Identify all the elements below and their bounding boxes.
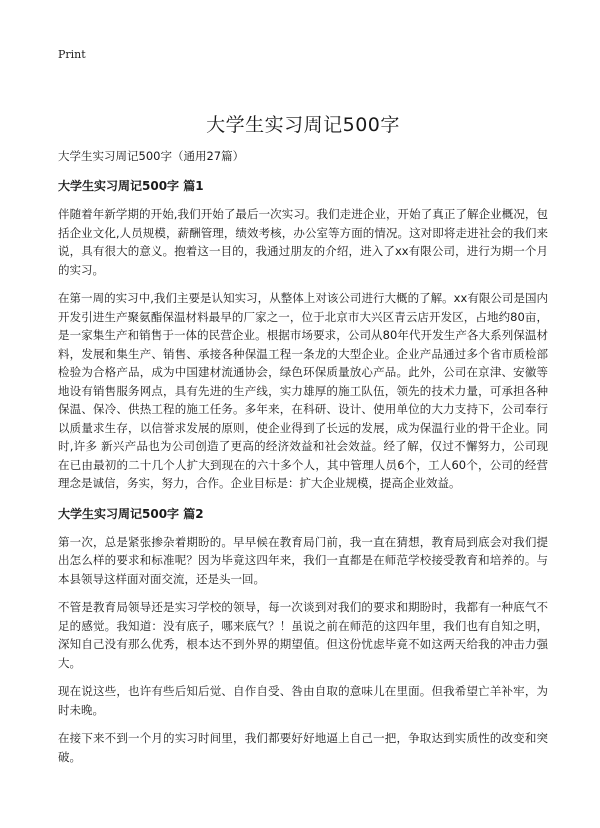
page-title: 大学生实习周记500字 [206, 114, 400, 136]
paragraph: 现在说这些，也许有些后知后觉、自作自受、咎由自取的意味儿在里面。但我希望亡羊补牢，为时未晚。 [58, 684, 548, 717]
paragraph: 在接下来不到一个月的实习时间里，我们都要好好地逼上自己一把，争取达到实质性的改变和突破。 [58, 731, 548, 764]
document-subtitle: 大学生实习周记500字（通用27篇） [58, 149, 245, 163]
section-heading: 大学生实习周记500字 篇1 [58, 179, 204, 193]
print-link[interactable]: Print [58, 48, 86, 61]
section-1 [58, 177, 548, 493]
section-2 [58, 505, 548, 767]
section-heading: 大学生实习周记500字 篇2 [58, 506, 204, 521]
paragraph: 伴随着年新学期的开始,我们开始了最后一次实习。我们走进企业，开始了真正了解企业概况，包括企业文化,人员规模，薪酬管理，绩效考核，办公室等方面的情况。这对即将走进社会的我们来说，具有很大的意义。抱着这一目的，我通过朋友的介绍，进入了xx有限公司，进行为期一个月的实习。 [58, 207, 548, 277]
paragraph: 不管是教育局领导还是实习学校的领导，每一次谈到对我们的要求和期盼时，我都有一种底气不足的感觉。我知道：没有底子，哪来底气？！虽说之前在师范的这四年里，我们也有自知之明，深知自己没有那么优秀，根本达不到外界的期望值。但这份忧虑毕竟不如这两天给我的冲击力强大。 [58, 600, 548, 670]
paragraph: 第一次，总是紧张掺杂着期盼的。早早候在教育局门前，我一直在猜想，教育局到底会对我们提出怎么样的要求和标准呢？因为毕竟这四年来，我们一直都是在师范学校接受教育和培养的。与本县领导这样面对面交流，还是头一回。 [58, 534, 548, 586]
paragraph: 在第一周的实习中,我们主要是认知实习，从整体上对该公司进行大概的了解。xx有限公司是国内开发引进生产聚氨酯保温材料最早的厂家之一，位于北京市大兴区青云店开发区，占地约80亩，是一家集生产和销售于一体的民营企业。根据市场要求，公司从80年代开发生产各大系列保温材料，发展和集生产、销售、承接各种保温工程一条龙的大型企业。企业产品通过多个省市质检部检验为合格产品，成为中国建材流通协会，绿色环保质量放心产品。此外，公司在京津、安徽等地设有销售服务网点，具有先进的生产线，实力雄厚的施工队伍，领先的技术力量，可承担各种保温、保冷、供热工程的施工任务。多年来，在科研、设计、使用单位的大力支持下，公司奉行以质量求生存，以信誉求发展的原则，使企业得到了长远的发展，成为保温行业的骨干企业。同时,许多 新兴产品也为公司创造了更高的经济效益和社会效益。经了解，仅过不懈努力，公司现在已由最初的二十几个人扩大到现在的六十多个人，其中管理人员6个，工人60个，公司的经营理念是诚信，务实，努力，合作。企业目标是：扩大企业规模，提高企业效益。 [58, 291, 548, 490]
